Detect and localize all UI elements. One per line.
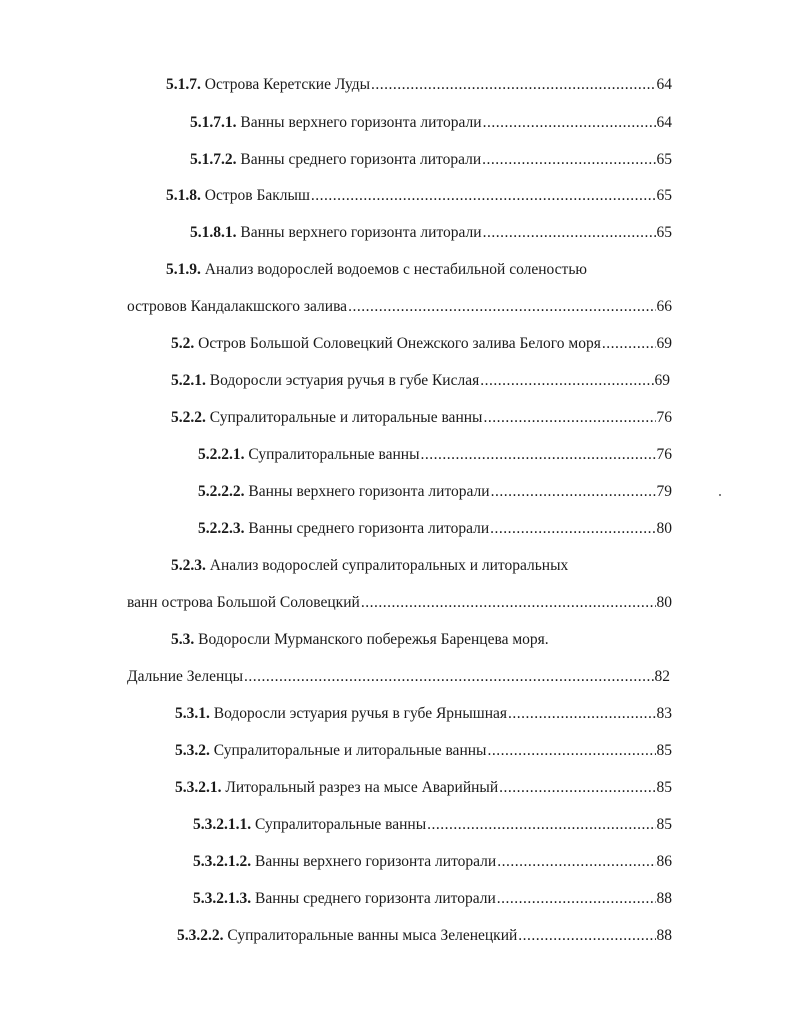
toc-entry (177, 926, 672, 946)
toc-entry (171, 408, 672, 428)
toc-entry-number: 5.2.2. (171, 409, 206, 426)
toc-entry-text: Анализ водорослей водоемов с нестабильной соленостью (204, 261, 587, 278)
toc-entry-text: Ванны верхнего горизонта литорали (248, 483, 490, 500)
toc-entry (171, 371, 670, 391)
toc-entry (198, 519, 672, 539)
toc-entry-number: 5.1.7.2. (190, 151, 237, 168)
toc-entry-number: 5.1.8. (166, 187, 201, 204)
toc-entry-text: Водоросли эстуария ручья в губе Кислая (209, 372, 480, 389)
toc-entry-page: 86 (656, 853, 672, 870)
toc-entry (193, 815, 672, 835)
toc-entry-text: Водоросли Мурманского побережья Баренцева моря. (198, 631, 549, 648)
toc-entry-number: 5.2.2.1. (198, 446, 245, 463)
toc-entry-text: Ванны верхнего горизонта литорали (240, 114, 482, 131)
toc-entry-title (198, 519, 489, 539)
toc-entry-page: 64 (656, 76, 672, 93)
dot-leader (483, 408, 655, 428)
toc-entry-continuation: ванн острова Большой Соловецкий (127, 594, 360, 611)
toc-entry-text: Острова Керетские Луды (204, 76, 371, 93)
dot-leader (371, 75, 655, 95)
dot-leader (482, 150, 655, 170)
toc-entry (127, 593, 672, 613)
toc-entry-text: Ванны верхнего горизонта литорали (240, 224, 482, 241)
dot-leader (497, 852, 655, 872)
toc-entry-text: Литоральный разрез на мысе Аварийный (225, 779, 499, 796)
dot-leader (480, 371, 653, 391)
toc-entry-title (166, 186, 310, 206)
toc-entry-heading (171, 630, 549, 650)
dot-leader (602, 334, 656, 354)
toc-entry-page: 83 (656, 705, 672, 722)
toc-entry-text: Супралиторальные ванны (255, 816, 427, 833)
toc-entry-number: 5.3.2.1.1. (193, 816, 252, 833)
toc-entry-number: 5.3.2. (175, 742, 210, 759)
toc-entry-page: 76 (656, 446, 672, 463)
toc-entry-page: 80 (656, 594, 672, 611)
toc-entry-title (171, 371, 479, 391)
dot-leader (483, 223, 656, 243)
toc-entry (175, 741, 672, 761)
toc-entry-title (193, 852, 496, 872)
toc-entry-title (190, 150, 481, 170)
toc-entry-heading (166, 260, 587, 280)
toc-entry-number: 5.1.7. (166, 76, 201, 93)
toc-entry (193, 852, 672, 872)
dot-leader (497, 889, 656, 909)
toc-entry (175, 778, 672, 798)
toc-entry-title (193, 889, 496, 909)
toc-entry-number: 5.3.2.1. (175, 779, 222, 796)
toc-entry-text: Остров Баклыш (204, 187, 310, 204)
dot-leader (499, 778, 655, 798)
toc-entry-page: 79 (656, 483, 672, 500)
toc-entry-text: Водоросли эстуария ручья в губе Ярнышная (213, 705, 508, 722)
scan-speck (719, 494, 721, 496)
toc-entry-page: 69 (656, 335, 672, 352)
dot-leader (348, 297, 655, 317)
toc-entry-text: Супралиторальные ванны (248, 446, 420, 463)
toc-entry-title (190, 113, 482, 133)
toc-entry-page: 65 (656, 224, 672, 241)
toc-entry-page: 66 (656, 298, 672, 315)
toc-entry-text: Ванны верхнего горизонта литорали (255, 853, 497, 870)
toc-entry (166, 75, 672, 95)
toc-entry-text: Анализ водорослей супралиторальных и литоральных (209, 557, 569, 574)
toc-entry-number: 5.1.9. (166, 261, 201, 278)
toc-entry-page: 88 (656, 890, 672, 907)
dot-leader (518, 926, 655, 946)
toc-entry-page: 85 (656, 779, 672, 796)
toc-entry-page: 85 (656, 816, 672, 833)
toc-entry-text: Ванны среднего горизонта литорали (248, 520, 490, 537)
toc-entry-page: 76 (656, 409, 672, 426)
toc-entry-title (175, 704, 507, 724)
toc-entry-text: Ванны среднего горизонта литорали (255, 890, 496, 907)
toc-entry-number: 5.1.7.1. (190, 114, 237, 131)
dot-leader (490, 519, 655, 539)
toc-entry-heading (171, 556, 568, 576)
toc-entry-title (175, 741, 486, 761)
dot-leader (508, 704, 655, 724)
dot-leader (487, 741, 655, 761)
toc-entry (175, 704, 672, 724)
dot-leader (244, 667, 653, 687)
toc-entry (193, 889, 672, 909)
dot-leader (427, 815, 655, 835)
toc-entry-number: 5.1.8.1. (190, 224, 237, 241)
toc-entry-continuation: Дальние Зеленцы (127, 668, 244, 685)
toc-entry-page: 85 (656, 742, 672, 759)
toc-entry-title (171, 408, 482, 428)
toc-entry-number: 5.3.2.1.3. (193, 890, 252, 907)
toc-entry-title (190, 223, 482, 243)
toc-entry-page: 64 (656, 114, 672, 131)
toc-entry-title (166, 75, 370, 95)
toc-entry-number: 5.2.2.2. (198, 483, 245, 500)
toc-entry-number: 5.3.1. (175, 705, 210, 722)
toc-entry-text: Супралиторальные ванны мыса Зеленецкий (227, 927, 518, 944)
toc-entry-title (198, 445, 420, 465)
toc-entry-continuation: островов Кандалакшского залива (127, 298, 348, 315)
toc-entry-page: 65 (656, 151, 672, 168)
toc-entry-page: 65 (656, 187, 672, 204)
toc-entry-number: 5.2.2.3. (198, 520, 245, 537)
toc-entry-text: Супралиторальные и литоральные ванны (213, 742, 487, 759)
toc-entry-text: Остров Большой Соловецкий Онежского залива Белого моря (198, 335, 601, 352)
toc-entry-number: 5.2. (171, 335, 195, 352)
toc-entry (127, 667, 670, 687)
toc-entry-page: 80 (656, 520, 672, 537)
dot-leader (491, 482, 656, 502)
toc-entry-number: 5.3. (171, 631, 195, 648)
toc-entry-text: Супралиторальные и литоральные ванны (209, 409, 483, 426)
toc-entry-title (177, 926, 517, 946)
dot-leader (311, 186, 656, 206)
toc-entry (171, 334, 672, 354)
toc-entry (198, 482, 672, 502)
toc-entry (190, 223, 672, 243)
toc-entry-title (198, 482, 490, 502)
toc-entry (198, 445, 672, 465)
toc-entry-page: 82 (654, 668, 670, 685)
toc-entry-title (193, 815, 426, 835)
toc-entry (166, 186, 672, 206)
toc-entry-number: 5.3.2.2. (177, 927, 224, 944)
toc-entry-page: 88 (656, 927, 672, 944)
dot-leader (483, 113, 656, 133)
toc-entry (190, 150, 672, 170)
dot-leader (421, 445, 656, 465)
toc-entry-number: 5.2.3. (171, 557, 206, 574)
toc-entry-page: 69 (654, 372, 670, 389)
toc-entry-number: 5.2.1. (171, 372, 206, 389)
toc-entry (190, 113, 672, 133)
toc-entry (127, 297, 672, 317)
toc-entry-number: 5.3.2.1.2. (193, 853, 252, 870)
toc-entry-text: Ванны среднего горизонта литорали (240, 151, 482, 168)
toc-entry-title (171, 334, 601, 354)
dot-leader (361, 593, 656, 613)
toc-entry-title (175, 778, 498, 798)
